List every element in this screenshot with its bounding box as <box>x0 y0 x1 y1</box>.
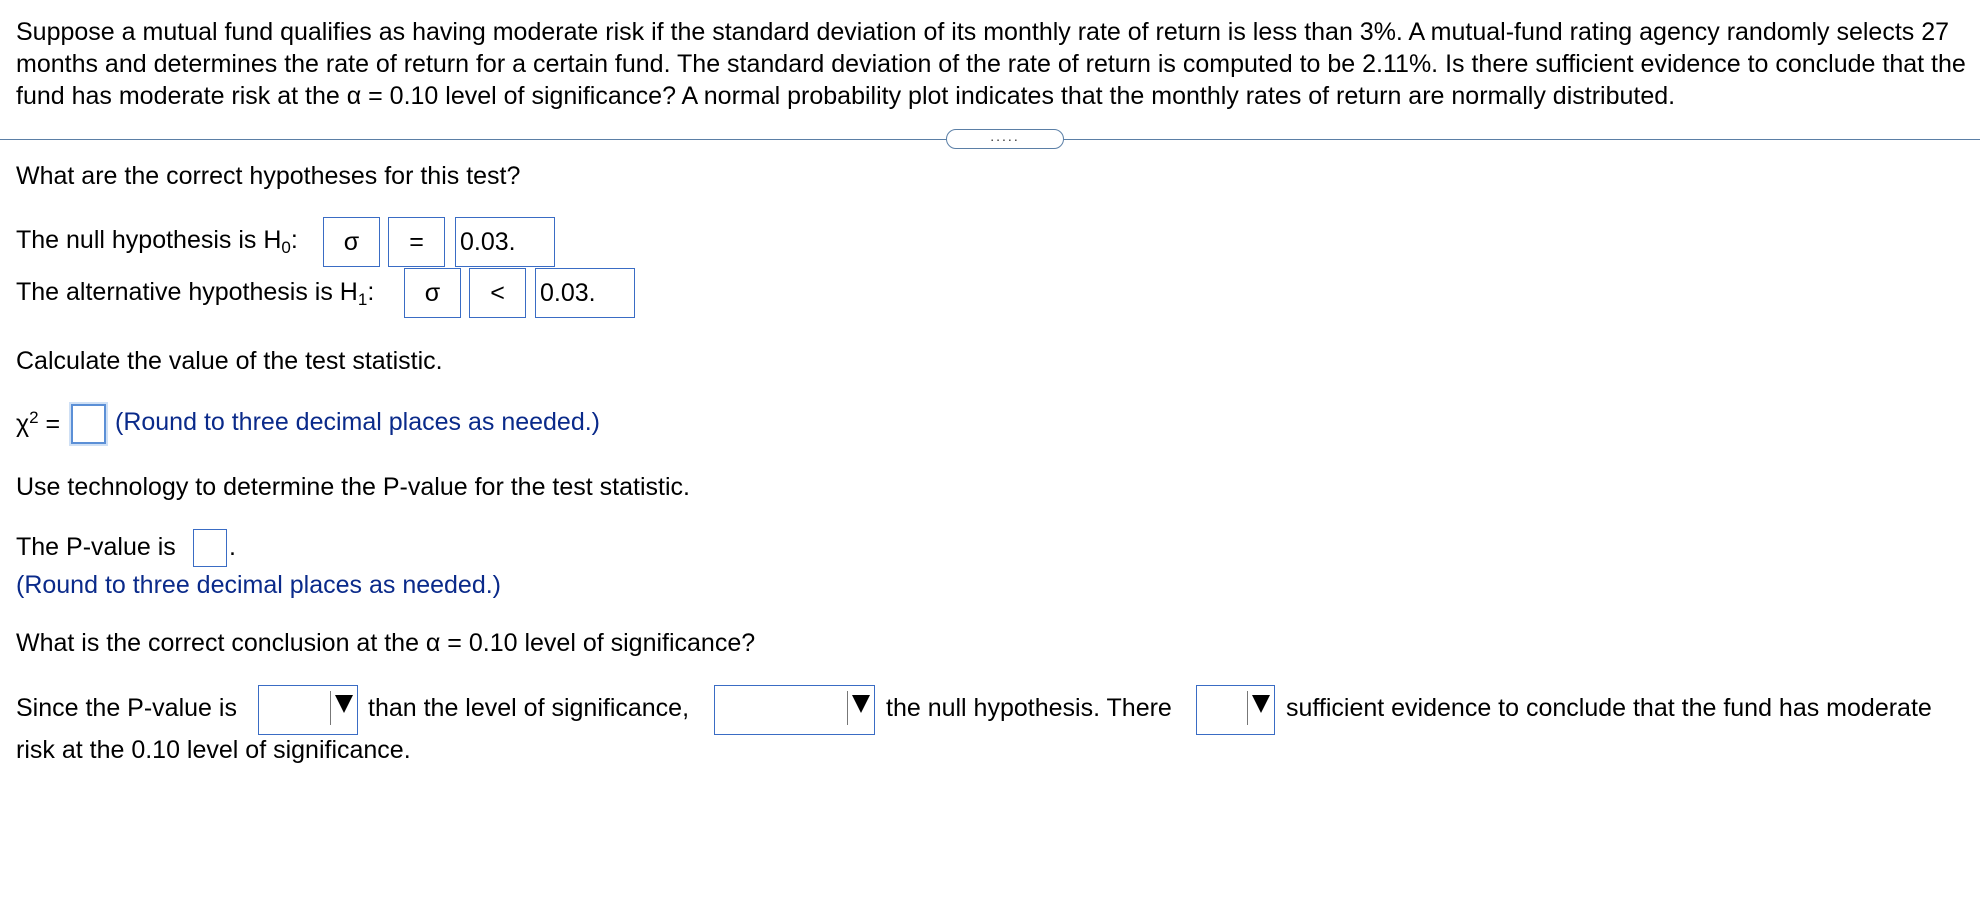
decision-dropdown[interactable] <box>714 685 875 735</box>
comparison-dropdown[interactable] <box>258 685 358 735</box>
null-hypothesis-label: The null hypothesis is $H_0$: <box>16 226 298 257</box>
evidence-dropdown[interactable] <box>1196 685 1275 735</box>
conclusion-part3: the null hypothesis. There <box>886 694 1172 722</box>
pvalue-label: The P-value is <box>16 533 176 561</box>
conclusion-part1: Since the P-value is <box>16 694 237 722</box>
chi-square-hint: (Round to three decimal places as needed.) <box>115 408 601 436</box>
problem-statement: Suppose a mutual fund qualifies as having moderate risk if the standard deviation of its monthly rate of return is less than 3%. A mutual-fund rating agency randomly selects 27 months and determines the rate of return for a certain fund. The standard deviation of the rate of return is computed to be 2.11%. Is there sufficient evidence to conclude that the fund has moderate risk at the α = 0.10 level of significance? A normal probability plot indicates that the monthly rates of return are normally distributed. <box>16 18 1966 110</box>
chevron-down-icon <box>335 695 353 713</box>
hypotheses-question: What are the correct hypotheses for this test? <box>16 162 521 190</box>
conclusion-part4: sufficient evidence to conclude that the fund has moderate <box>1286 694 1932 722</box>
chi-square-input[interactable] <box>71 404 106 444</box>
conclusion-question: What is the correct conclusion at the α = 0.10 level of significance? <box>16 629 756 657</box>
chevron-down-icon <box>852 695 870 713</box>
conclusion-part2: than the level of significance, <box>368 694 690 722</box>
alt-hypothesis-label: The alternative hypothesis is $H_1$: <box>16 278 375 309</box>
alt-parameter-box[interactable]: σ <box>404 268 461 318</box>
statistic-question: Calculate the value of the test statistic. <box>16 347 443 375</box>
chi-square-label: $\chi^2$ = <box>16 408 61 438</box>
null-operator-box[interactable]: = <box>388 217 445 267</box>
expand-button[interactable]: ..... <box>946 129 1064 149</box>
alt-value-box[interactable]: 0.03. <box>535 268 635 318</box>
pvalue-input[interactable] <box>193 529 227 567</box>
null-parameter-box[interactable]: σ <box>323 217 380 267</box>
pvalue-question: Use technology to determine the P-value for the test statistic. <box>16 473 690 501</box>
chevron-down-icon <box>1252 695 1270 713</box>
pvalue-period: . <box>229 533 236 561</box>
conclusion-part5: risk at the 0.10 level of significance. <box>16 736 411 764</box>
alt-operator-box[interactable]: < <box>469 268 526 318</box>
null-value-box[interactable]: 0.03. <box>455 217 555 267</box>
pvalue-hint: (Round to three decimal places as needed.) <box>16 571 502 599</box>
